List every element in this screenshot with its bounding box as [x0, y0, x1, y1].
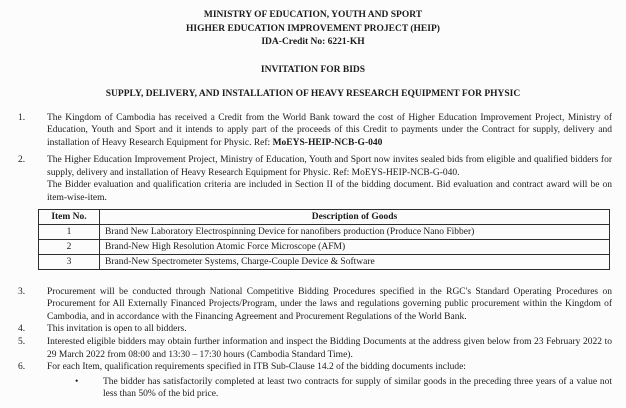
credit-number: IDA-Credit No: 6221-KH	[261, 37, 365, 47]
bullet-item	[47, 376, 612, 401]
table-header-description: Description of Goods	[100, 209, 610, 224]
paragraph-body: The Bidder evaluation and qualification criteria are included in Section II of the bidding document. Bid evaluation and contract award will be on item-wise-item.	[47, 180, 612, 204]
goods-table	[38, 209, 610, 270]
list-item-6	[0, 361, 626, 401]
table-row	[39, 239, 610, 254]
item-number: 1.	[18, 112, 26, 123]
paragraph-text: Interested eligible bidders may obtain further information and inspect the Bidding Documents at the address given below from 23 February 2022 to 29 March 2022 from 08:00 and 13:30 – 17:30 hours (Cambodia Standard Time).	[47, 337, 612, 360]
table-row	[39, 224, 610, 239]
paragraph-text: This invitation is open to all bidders.	[47, 324, 187, 335]
list-item-5	[0, 336, 626, 361]
bullet-text: The bidder has satisfactorily completed at least two contracts for supply of similar goods in the preceding three years of a value not less than 50% of the bid price.	[103, 376, 612, 400]
paragraph-body: For each Item, qualification requirements specified in ITB Sub-Clause 14.2 of the bidding documents include:	[47, 362, 466, 373]
list-item-4	[0, 323, 626, 336]
numbered-list	[0, 112, 626, 402]
paragraph-body: The Higher Education Improvement Project, Ministry of Education, Youth and Sport now invites sealed bids from eligible and qualified bidders for supply, delivery and installation of Heavy Research Equipment for Physic. Ref: MoEYS-HEIP-NCB-G-040.	[47, 155, 612, 178]
reference-number: MoEYS-HEIP-NCB-G-040	[272, 137, 383, 148]
paragraph-body: The Kingdom of Cambodia has received a Credit from the World Bank toward the cost of Higher Education Improvement Project, Ministry of Education, Youth and Sport and it intends to apply part of the proceeds of this Credit to payments under the Contract for supply, delivery and installation of Heavy Research Equipment for Physic. Ref:	[47, 112, 612, 148]
list-item-1	[0, 112, 626, 150]
cell-description: Brand-New High Resolution Atomic Force Microscope (AFM)	[100, 239, 610, 254]
bullet-icon: •	[75, 376, 79, 387]
item-number: 2.	[18, 155, 26, 166]
paragraph-text: Procurement will be conducted through National Competitive Bidding Procedures specified in the RGC's Standard Operating Procedures on Procurement for All Externally Financed Projects/Program, under the laws and regulations governing public procurement within the Kingdom of Cambodia, and in accordance with the Financing Agreement and Procurement Regulations of the World Bank.	[47, 286, 612, 322]
cell-item-no: 1	[39, 224, 100, 239]
paragraph-text	[47, 154, 612, 204]
table-header-row	[39, 209, 610, 224]
cell-description: Brand-New Spectrometer Systems, Charge-Couple Device & Software	[100, 254, 610, 269]
item-number: 6.	[18, 362, 26, 373]
item-number: 3.	[18, 286, 26, 297]
paragraph-text	[47, 112, 612, 150]
table-header-item-no: Item No.	[39, 209, 100, 224]
cell-item-no: 2	[39, 239, 100, 254]
paragraph-text	[47, 361, 612, 401]
item-number: 4.	[18, 324, 26, 335]
list-item-2	[0, 154, 626, 204]
list-item-3	[0, 286, 626, 324]
invitation-title: INVITATION FOR BIDS	[260, 64, 366, 75]
subject-title: SUPPLY, DELIVERY, AND INSTALLATION OF HEAVY RESEARCH EQUIPMENT FOR PHYSIC	[105, 89, 521, 99]
cell-item-no: 3	[39, 254, 100, 269]
item-number: 5.	[18, 337, 26, 348]
cell-description: Brand New Laboratory Electrospinning Device for nanofibers production (Produce Nano Fibber)	[100, 224, 610, 239]
project-title: HIGHER EDUCATION IMPROVEMENT PROJECT (HEIP)	[186, 23, 440, 34]
table-row	[39, 254, 610, 269]
ministry-title: MINISTRY OF EDUCATION, YOUTH AND SPORT	[203, 10, 423, 20]
